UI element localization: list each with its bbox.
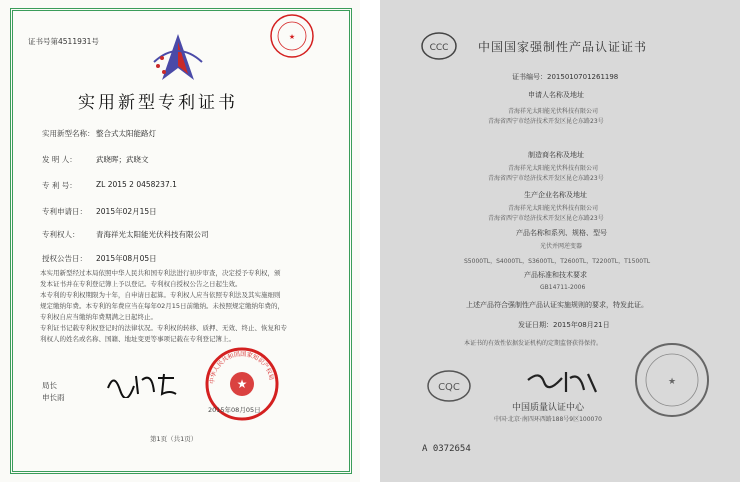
seal-date: 2015年08月05日 [208,406,261,414]
field-label-patent-no: 专 利 号： [42,181,77,190]
manufacturer-line: 青海祥光太阳能光伏科技有限公司 [508,165,599,172]
stamp-small-icon [268,12,316,60]
factory-label: 生产企业名称及地址 [524,191,587,199]
cqc-logo-icon [426,368,472,404]
applicant-line: 青海祥光太阳能光伏科技有限公司 [508,108,599,115]
product-line: 光伏并网逆变器 [540,243,583,250]
patent-title: 实用新型专利证书 [78,93,238,113]
ccc-title: 中国国家强制性产品认证证书 [478,40,648,54]
field-value-patent-no: ZL 2015 2 0458237.1 [96,180,177,189]
product-label: 产品名称和系列、规格、型号 [516,229,607,237]
manufacturer-line: 青海省西宁市经济技术开发区昆仑东路23号 [488,175,604,182]
field-label-name: 实用新型名称： [42,129,95,138]
ccc-issue-date: 发证日期：2015年08月21日 [518,321,610,329]
ccc-note: 本证书的有效性依据发证机构的定期监督获得保持。 [464,340,603,347]
director-signature-icon [104,368,184,398]
svg-text:★: ★ [288,33,296,41]
product-line: S5000TL，S4000TL，S3600TL，T2600TL，T2200TL，T1500TL [464,258,651,265]
body-line: 利权人的姓名或名称、国籍、地址变更等事项记载在专利登记簿上。 [40,335,235,343]
svg-text:CCC: CCC [429,43,449,53]
ccc-signature-icon [522,366,602,396]
director-label: 局长 [42,381,57,390]
applicant-label: 申请人名称及地址 [528,91,584,99]
field-value-name: 整合式太阳能路灯 [96,129,156,138]
body-line: 专利证书记载专利权登记时的法律状况。专利权的转移、质押、无效、终止、恢复和专 [40,324,287,332]
patent-cert-number: 证书号第4511931号 [28,37,99,46]
ccc-round-stamp-icon [632,340,712,420]
field-label-grant-date: 授权公告日： [42,254,87,263]
factory-line: 青海省西宁市经济技术开发区昆仑东路23号 [488,215,604,222]
director-name-label: 申长雨 [42,393,65,402]
ccc-serial: A 0372654 [422,444,471,454]
standard-label: 产品标准和技术要求 [524,271,587,279]
field-value-grant-date: 2015年08月05日 [96,254,157,263]
ccc-address: 中国·北京·南四环西路188号9区100070 [494,416,602,423]
body-line: 本实用新型经过本局依照中华人民共和国专利法进行初步审查，决定授予专利权，颁 [40,269,281,277]
body-line: 专利权自应当缴纳年费期满之日起终止。 [40,313,157,321]
svg-text:中华人民共和国国家知识产权局: 中华人民共和国国家知识产权局 [208,350,275,385]
svg-text:★: ★ [667,377,677,387]
field-label-inventor: 发 明 人： [42,155,77,164]
body-line: 发本证书并在专利登记簿上予以登记。专利权自授权公告之日起生效。 [40,280,242,288]
ccc-cert-number: 证书编号：2015010701261198 [512,73,619,81]
factory-line: 青海祥光太阳能光伏科技有限公司 [508,205,599,212]
field-value-inventor: 武晓晖；武晓文 [96,155,149,164]
patent-page-footer: 第1页（共1页） [150,435,198,443]
ccc-certificate [380,0,740,482]
patent-emblem-icon [148,32,208,87]
body-line: 规定缴纳年费。本专利的年费应当在每年02月15日前缴纳。未按照规定缴纳年费的， [40,302,285,310]
ccc-logo-icon [420,30,458,62]
applicant-line: 青海省西宁市经济技术开发区昆仑东路23号 [488,118,604,125]
ccc-statement: 上述产品符合强制性产品认证实施规则的要求，特发此证。 [466,301,648,309]
patent-body-text [40,268,330,345]
field-label-owner: 专利权人： [42,230,80,239]
ccc-center: 中国质量认证中心 [512,403,585,413]
cqc-logo-text: CQC [438,382,460,393]
manufacturer-label: 制造商名称及地址 [528,151,584,159]
field-label-apply-date: 专利申请日： [42,207,87,216]
body-line: 本专利的专利权期限为十年，自申请日起算。专利权人应当依照专利法及其实施细则 [40,291,281,299]
patent-certificate [0,0,360,482]
svg-text:★: ★ [236,377,248,391]
standard-value: GB14711-2006 [540,284,586,291]
field-value-apply-date: 2015年02月15日 [96,207,157,216]
field-value-owner: 青海祥光太阳能光伏科技有限公司 [96,230,209,239]
